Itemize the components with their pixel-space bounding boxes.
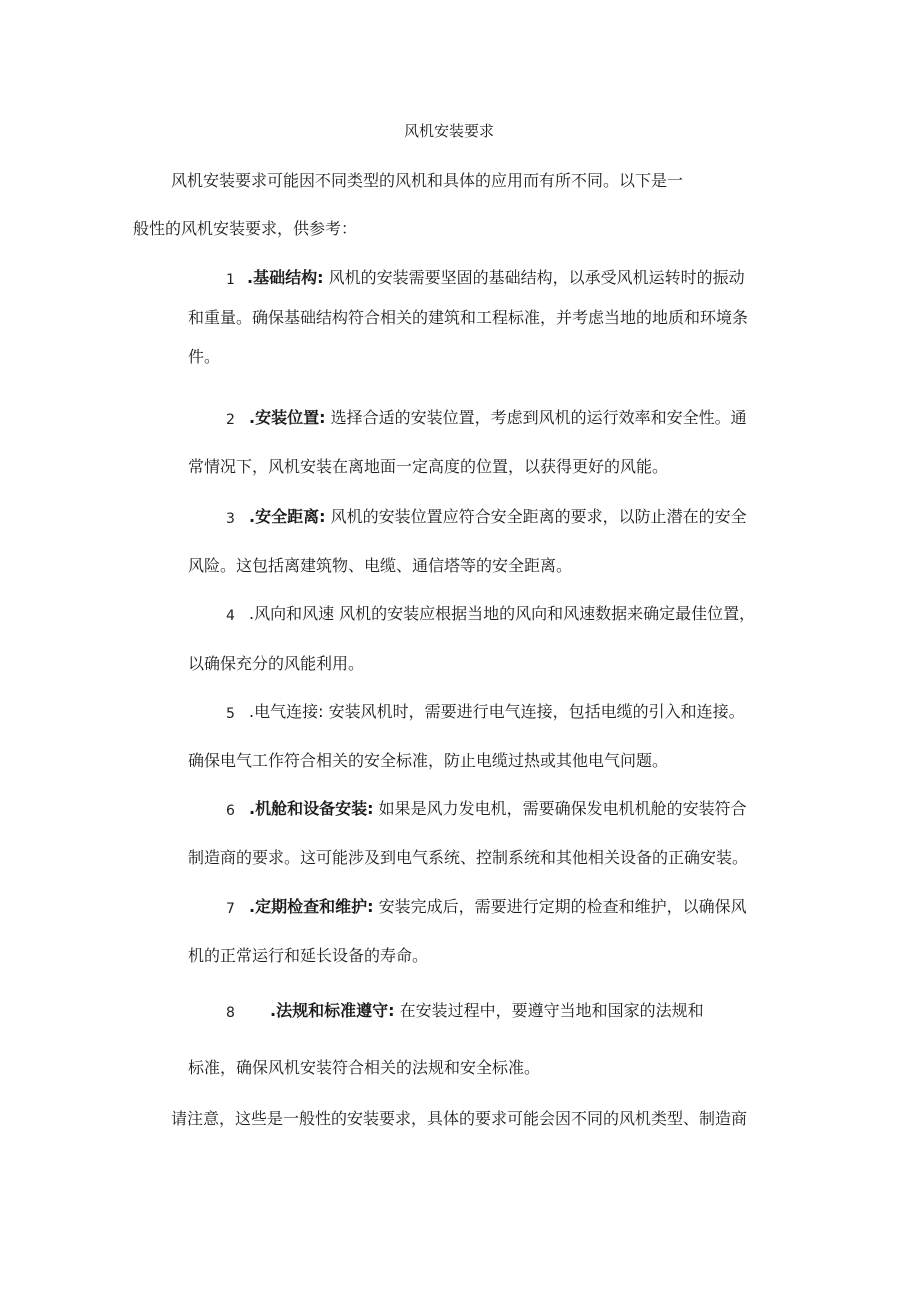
item-line-2: 常情况下，风机安装在离地面一定高度的位置，以获得更好的风能。: [188, 457, 669, 476]
item-line-2: 制造商的要求。这可能涉及到电气系统、控制系统和其他相关设备的正确安装。: [188, 848, 749, 867]
item-term: .法规和标准遵守:: [270, 1001, 395, 1020]
item-line-1: [249, 702, 745, 722]
page-title: 风机安装要求: [404, 122, 495, 140]
item-text: 在安装过程中，要遵守当地和国家的法规和: [394, 1001, 704, 1020]
item-line-2: 风险。这包括离建筑物、电缆、通信塔等的安全距离。: [188, 556, 573, 575]
item-number: 1: [226, 272, 235, 288]
item-text: 安装完成后，需要进行定期的检查和维护，以确保风: [373, 897, 747, 916]
item-term: .风向和风速: [249, 604, 335, 623]
intro-line-2: 般性的风机安装要求，供参考：: [133, 219, 358, 238]
item-text: 选择合适的安装位置，考虑到风机的运行效率和安全性。通: [325, 408, 747, 427]
closing-note: 请注意，这些是一般性的安装要求，具体的要求可能会因不同的风机类型、制造商: [171, 1109, 748, 1128]
item-text: 安装风机时，需要进行电气连接，包括电缆的引入和连接。: [323, 702, 745, 721]
item-line-1: [249, 897, 747, 917]
item-line-1: [249, 604, 755, 624]
item-text: 风机的安装需要坚固的基础结构，以承受风机运转时的振动: [323, 268, 745, 287]
item-line-1: [270, 1001, 704, 1021]
item-term: .定期检查和维护:: [249, 897, 374, 916]
item-text: 如果是风力发电机，需要确保发电机机舱的安装符合: [373, 799, 747, 818]
item-text: 风机的安装位置应符合安全距离的要求，以防止潜在的安全: [325, 507, 747, 526]
item-term: .安全距离:: [249, 507, 326, 526]
item-line-2: 和重量。确保基础结构符合相关的建筑和工程标准，并考虑当地的地质和环境条: [188, 308, 749, 327]
item-term: .基础结构:: [247, 268, 324, 287]
item-term: .机舱和设备安装:: [249, 799, 374, 818]
item-line-1: [249, 799, 747, 819]
item-number: 6: [226, 803, 235, 819]
item-line-2: 机的正常运行和延长设备的寿命。: [188, 946, 429, 965]
item-line-1: [249, 408, 747, 428]
item-number: 5: [226, 706, 235, 722]
item-line-2: 以确保充分的风能利用。: [188, 654, 365, 673]
item-number: 4: [226, 608, 235, 624]
item-term: .电气连接:: [249, 702, 324, 721]
intro-line-1: 风机安装要求可能因不同类型的风机和具体的应用而有所不同。以下是一: [171, 171, 684, 190]
item-number: 8: [226, 1005, 235, 1021]
item-number: 7: [226, 901, 235, 917]
item-number: 3: [226, 511, 235, 527]
item-line-1: [249, 507, 747, 527]
item-number: 2: [226, 412, 235, 428]
item-line-3: 件。: [188, 347, 221, 366]
item-term: .安装位置:: [249, 408, 326, 427]
item-line-2: 确保电气工作符合相关的安全标准，防止电缆过热或其他电气问题。: [188, 751, 669, 770]
item-line-2: 标准，确保风机安装符合相关的法规和安全标准。: [188, 1058, 541, 1077]
item-line-1: [247, 268, 745, 288]
item-text: 风机的安装应根据当地的风向和风速数据来确定最佳位置，: [334, 604, 756, 623]
